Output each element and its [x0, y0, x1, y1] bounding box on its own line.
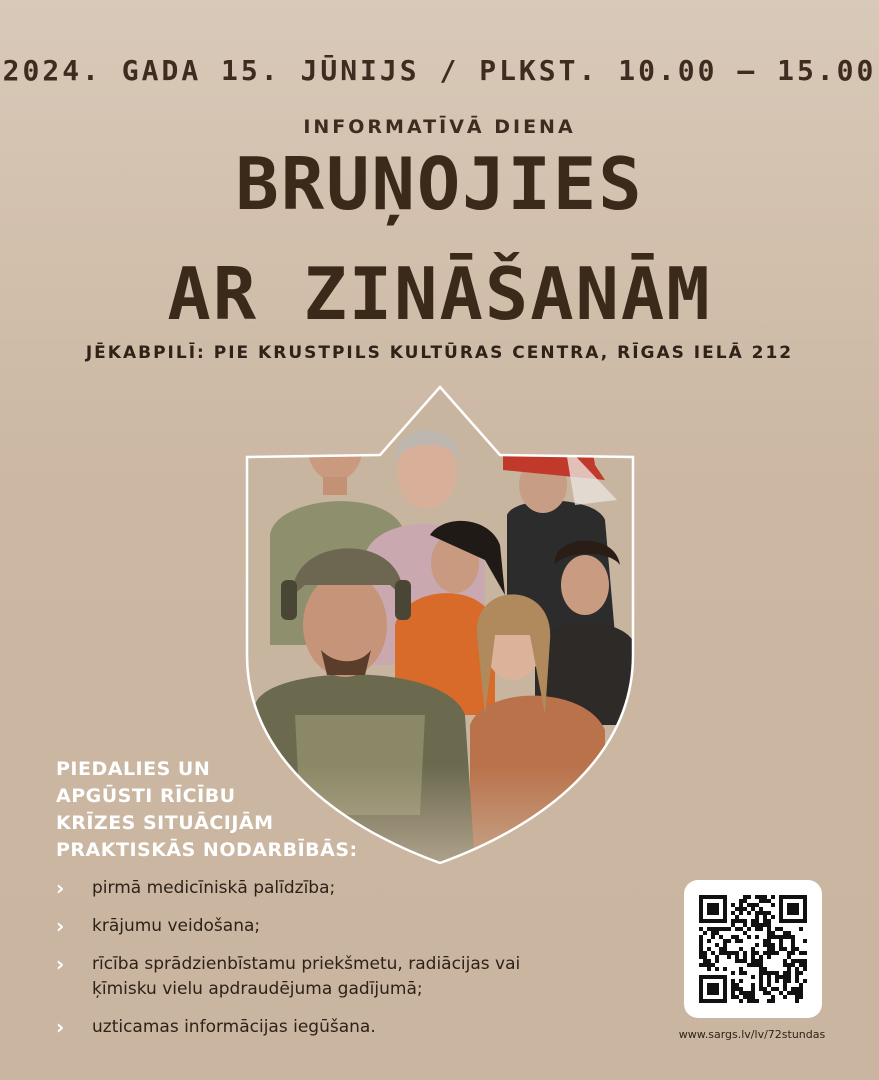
activity-text: krājumu veidošana; — [92, 916, 261, 936]
intro-text — [56, 756, 376, 864]
event-location: JĒKABPILĪ: PIE KRUSTPILS KULTŪRAS CENTRA, RĪGAS IELĀ 212 — [85, 343, 794, 363]
qr-url[interactable]: www.sargs.lv/lv/72stundas — [678, 1028, 826, 1041]
activity-text: uzticamas informācijas iegūšana. — [92, 1017, 376, 1037]
qr-code-graphic — [684, 880, 822, 1018]
date-separator: / — [439, 54, 460, 87]
event-title-line2: AR ZINĀŠANĀM — [167, 252, 712, 336]
event-time: PLKST. 10.00 – 15.00 — [479, 54, 877, 87]
intro-line: PRAKTISKĀS NODARBĪBĀS: — [56, 839, 358, 861]
list-item — [56, 952, 562, 1002]
activity-text: rīcība sprādzienbīstamu priekšmetu, radiācijas vai ķīmisku vielu apdraudējuma gadījumā; — [92, 954, 521, 999]
qr-code[interactable] — [684, 880, 822, 1018]
chevron-right-icon: › — [56, 1015, 65, 1039]
activity-text: pirmā medicīniskā palīdzība; — [92, 878, 336, 898]
date-line — [0, 54, 879, 87]
chevron-right-icon: › — [56, 952, 65, 976]
intro-line: APGŪSTI RĪCĪBU — [56, 785, 236, 807]
list-item — [56, 914, 616, 939]
intro-line: PIEDALIES UN — [56, 758, 211, 780]
event-subtitle: INFORMATĪVĀ DIENA — [303, 116, 576, 138]
intro-line: KRĪZES SITUĀCIJĀM — [56, 812, 274, 834]
chevron-right-icon: › — [56, 876, 65, 900]
event-title-line1: BRUŅOJIES — [235, 142, 644, 226]
list-item — [56, 876, 616, 901]
event-date: 2024. GADA 15. JŪNIJS — [2, 54, 420, 87]
chevron-right-icon: › — [56, 914, 65, 938]
activity-list — [56, 876, 616, 1053]
list-item — [56, 1015, 616, 1040]
